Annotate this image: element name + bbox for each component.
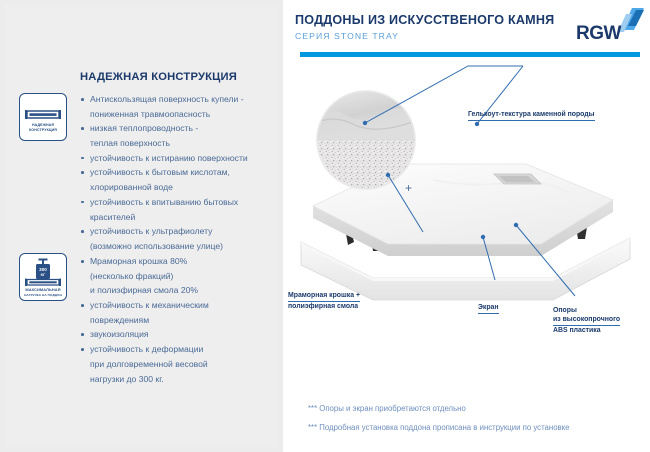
callout-marble-line1: Мраморная крошка + xyxy=(288,291,360,302)
feature-item: (несколько фракций) xyxy=(90,270,174,281)
feature-item: (возможно использование улице) xyxy=(90,240,224,251)
svg-text:300: 300 xyxy=(39,267,47,273)
feature-item: повреждениям xyxy=(90,314,150,325)
badge2-caption-line1: МАКСИМАЛЬНАЯ xyxy=(25,287,61,292)
feature-item: и полиэфирная смола 20% xyxy=(90,285,199,296)
callout-screen-text: Экран xyxy=(478,303,499,314)
callout-gelcoat-text: Гелькоут-текстура каменной породы xyxy=(468,110,595,121)
feature-item: устойчивость к бытовым кислотам, xyxy=(80,166,275,178)
badge-caption-line1: НАДЕЖНАЯ xyxy=(31,123,55,127)
shower-tray-3d-illustration xyxy=(283,60,650,390)
feature-item: звукоизоляция xyxy=(80,328,275,340)
feature-item: нагрузки до 300 кг. xyxy=(90,373,164,384)
feature-item: пониженная травмоопасность xyxy=(90,108,211,119)
sidebar-heading: НАДЕЖНАЯ КОНСТРУКЦИЯ xyxy=(80,71,238,83)
callout-support xyxy=(553,306,620,335)
feature-item: устойчивость к ультрафиолету xyxy=(80,225,275,237)
feature-item: красителей xyxy=(90,211,136,222)
svg-text:КГ: КГ xyxy=(40,272,46,277)
feature-item: Мраморная крошка 80% xyxy=(80,255,275,267)
header xyxy=(295,13,575,41)
feature-item: устойчивость к механическим xyxy=(80,299,275,311)
callout-support-line1: Опоры xyxy=(553,307,577,314)
shower-tray-construction-icon xyxy=(20,94,66,140)
feature-item: устойчивость к истиранию поверхности xyxy=(80,152,275,164)
header-divider xyxy=(300,52,640,57)
badge-caption-line2: КОНСТРУКЦИЯ xyxy=(29,128,57,132)
badge-reliable-construction xyxy=(19,93,67,141)
callout-marble-line2: полиэфирная смола xyxy=(288,302,359,310)
footnote-1: *** Опоры и экран приобретаются отдельно xyxy=(308,404,466,413)
feature-item: низкая теплопроводность - xyxy=(80,122,275,134)
callout-support-line2: из высокопрочного xyxy=(553,315,620,326)
logo-wordmark: RGW xyxy=(576,23,621,44)
footnote-2: *** Подробная установка поддона прописана в инструкции по установке xyxy=(308,423,570,432)
callout-marble xyxy=(288,291,360,311)
callout-screen xyxy=(478,303,499,314)
badge2-caption-line2: НАГРУЗКА НА ПОДДОН xyxy=(24,293,62,297)
feature-list-reliable xyxy=(80,93,275,255)
feature-item: хлорированной воде xyxy=(90,182,173,193)
feature-item: устойчивость к впитыванию бытовых xyxy=(80,196,275,208)
feature-item: Антискользящая поверхность купели - xyxy=(80,93,275,105)
feature-item: при долговременной весовой xyxy=(90,358,208,369)
plus-sign: + xyxy=(405,181,413,195)
feature-item: устойчивость к деформации xyxy=(80,343,275,355)
callout-support-line3: ABS пластика xyxy=(553,326,601,334)
callout-gelcoat xyxy=(468,110,595,121)
feature-item: теплая поверхность xyxy=(90,138,171,149)
badge-max-load xyxy=(19,253,67,301)
page-title: ПОДДОНЫ ИЗ ИСКУССТВЕНОГО КАМНЯ xyxy=(295,13,555,27)
feature-list-composition xyxy=(80,255,275,387)
rgw-logo xyxy=(576,8,644,48)
footnotes xyxy=(308,403,643,441)
page-subtitle: СЕРИЯ STONE TRAY xyxy=(295,31,400,41)
